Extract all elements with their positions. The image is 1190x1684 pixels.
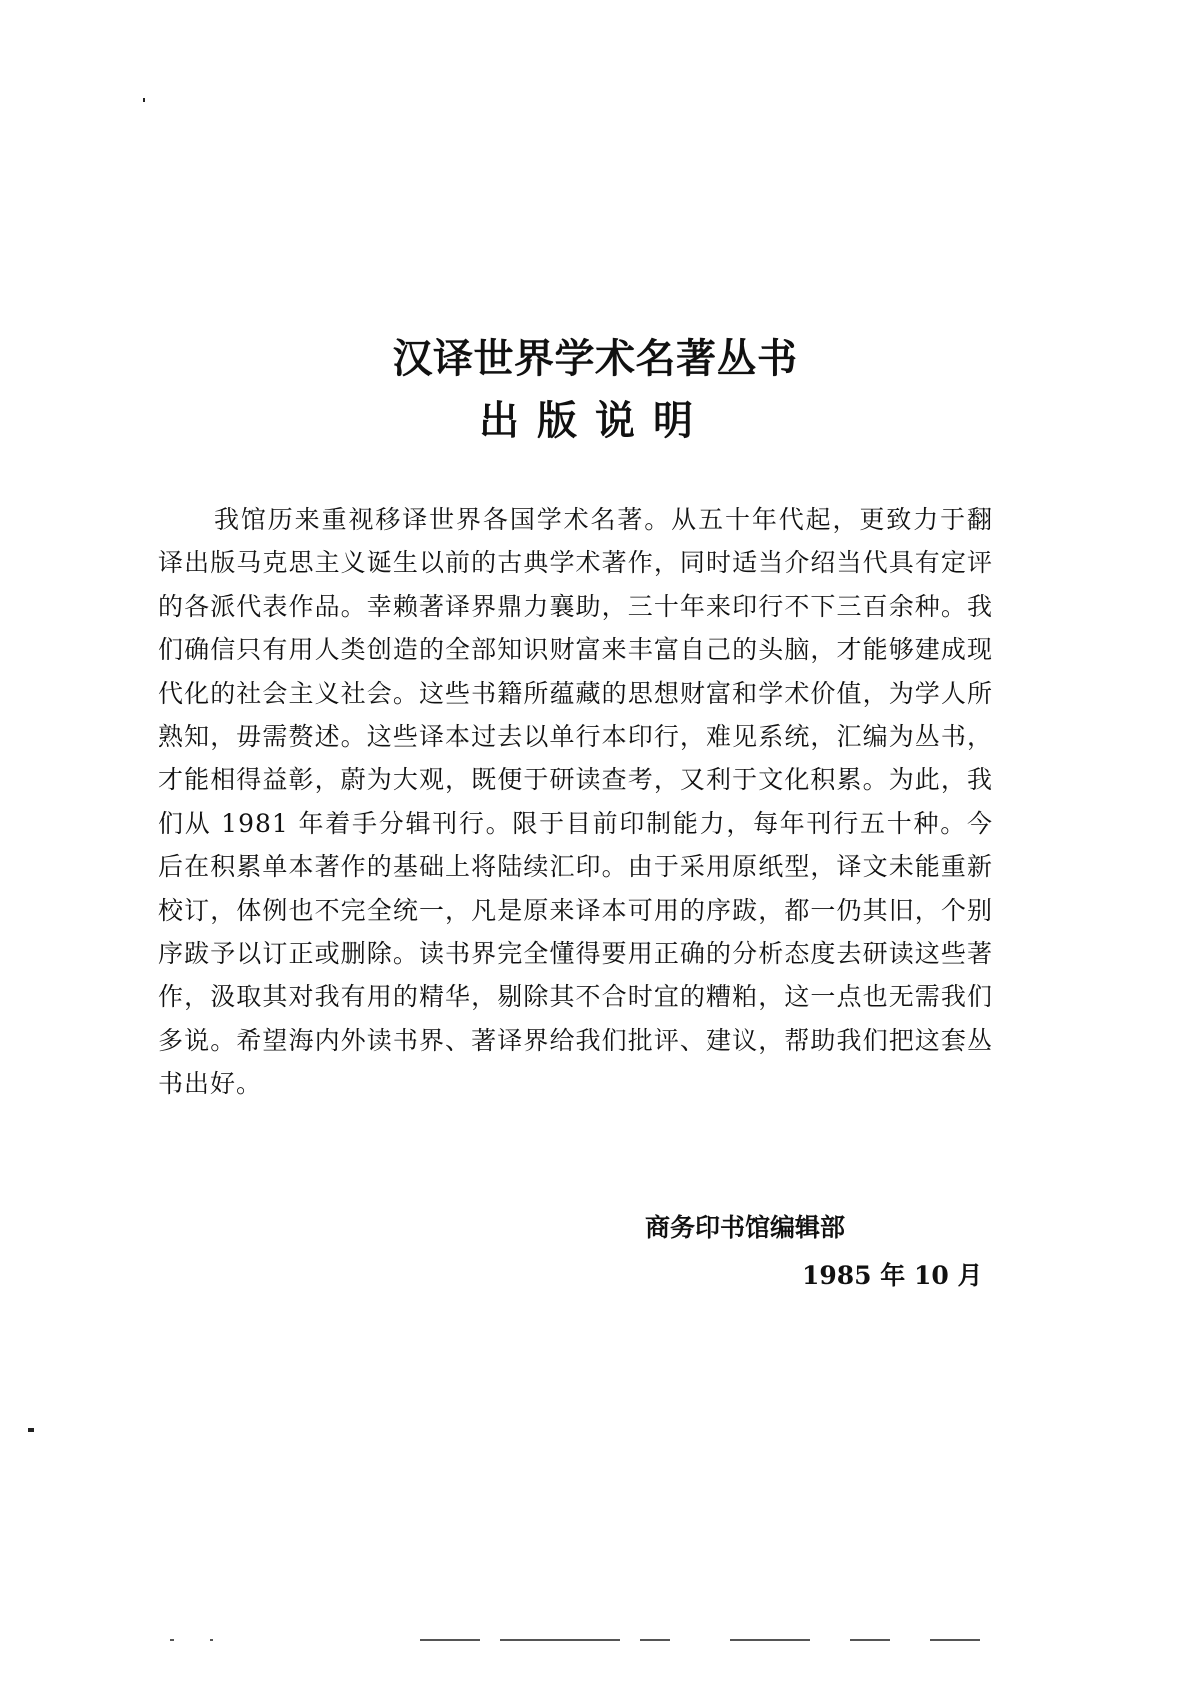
publication-date: 1985 年 10 月 bbox=[802, 1261, 983, 1290]
publisher-signature: 商务印书馆编辑部 bbox=[645, 1213, 846, 1242]
scan-noise-line bbox=[170, 1637, 990, 1643]
body-paragraph: 我馆历来重视移译世界各国学术名著。从五十年代起，更致力于翻译出版马克思主义诞生以前的古典学术著作，同时适当介绍当代具有定评的各派代表作品。幸赖著译界鼎力襄助，三十年来印行不下三百余种。我们确信只有用人类创造的全部知识财富来丰富自己的头脑，才能够建成现代化的社会主义社会。这些书籍所蕴藏的思想财富和学术价值，为学人所熟知，毋需赘述。这些译本过去以单行本印行，难见系统，汇编为丛书，才能相得益彰，蔚为大观，既便于研读查考，又利于文化积累。为此，我们从 1981 年着手分辑刊行。限于目前印制能力，每年刊行五十种。今后在积累单本著作的基础上将陆续汇印。由于采用原纸型，译文未能重新校订，体例也不完全统一，凡是原来译本可用的序跋，都一仍其旧，个别序跋予以订正或删除。读书界完全懂得要用正确的分析态度去研读这些著作，汲取其对我有用的精华，剔除其不合时宜的糟粕，这一点也无需我们多说。希望海内外读书界、著译界给我们批评、建议，帮助我们把这套丛书出好。 bbox=[158, 505, 993, 1099]
title-block bbox=[0, 330, 1190, 450]
scan-speck bbox=[28, 1428, 34, 1432]
document-title: 汉译世界学术名著丛书 bbox=[392, 335, 798, 382]
scan-speck bbox=[143, 98, 145, 102]
document-subtitle: 出版说明 bbox=[479, 397, 711, 444]
